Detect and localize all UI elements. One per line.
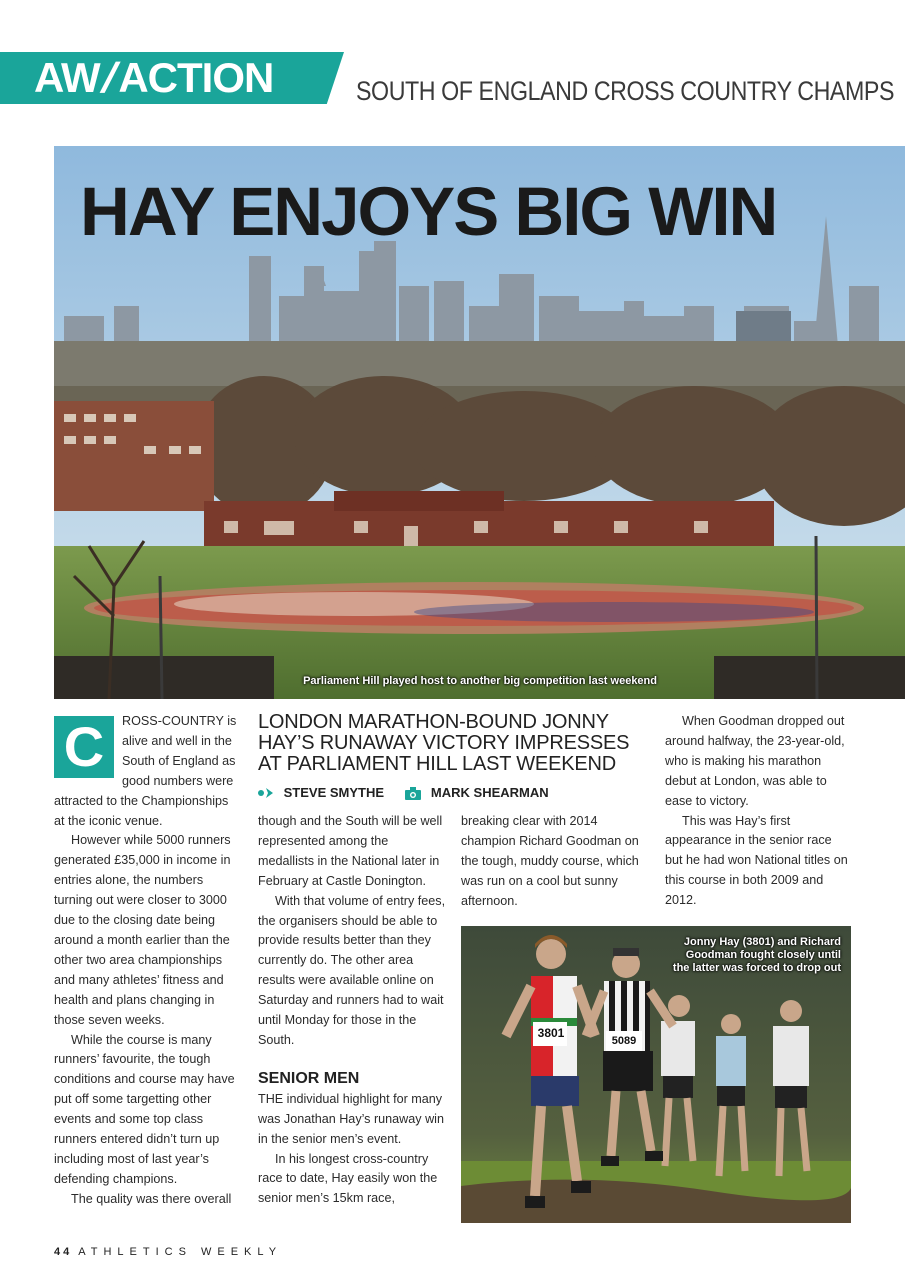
byline bbox=[258, 784, 650, 804]
inset-caption: Jonny Hay (3801) and Richard Goodman fought closely until the latter was forced to drop out bbox=[672, 936, 841, 974]
runners-crowd bbox=[84, 582, 864, 634]
camera-icon bbox=[405, 787, 421, 799]
inset-photo bbox=[461, 926, 851, 1223]
paragraph: When Goodman dropped out around halfway, the 23-year-old, who is making his marathon debut at London, was able to ease to victory. bbox=[665, 714, 845, 808]
masthead bbox=[0, 52, 905, 104]
publication-name: ATHLETICS WEEKLY bbox=[78, 1246, 283, 1258]
drop-cap: C bbox=[54, 716, 114, 778]
bib-number-second: 5089 bbox=[611, 1035, 637, 1047]
paragraph: THE individual highlight for many was Jonathan Hay’s runaway win in the senior men’s event. bbox=[258, 1091, 444, 1146]
paragraph: In his longest cross-country race to date, Hay easily won the senior men’s 15km race, bbox=[258, 1151, 438, 1206]
article-column-1 bbox=[54, 712, 240, 1210]
article-column-3 bbox=[461, 812, 651, 912]
paragraph: While the course is many runners’ favourite, the tough conditions and course may have put off some targetting other events and some top class runners entered didn’t turn up including most of last year’s defending champions. bbox=[54, 1032, 235, 1186]
standfirst: LONDON MARATHON-BOUND JONNY HAY’S RUNAWAY VICTORY IMPRESSES AT PARLIAMENT HILL LAST WEEKEND bbox=[258, 711, 630, 775]
logo-action: ACTION bbox=[118, 54, 274, 101]
logo-slash: / bbox=[96, 54, 123, 101]
paragraph: breaking clear with 2014 champion Richard Goodman on the tough, muddy course, which was run on a cool but sunny afternoon. bbox=[461, 814, 639, 908]
paragraph: This was Hay’s first appearance in the senior race but he had won National titles on this course in both 2009 and 2012. bbox=[665, 813, 848, 908]
byline-writer: STEVE SMYTHE bbox=[283, 785, 385, 801]
pen-arrow-icon bbox=[258, 787, 274, 799]
paragraph: The quality was there overall bbox=[71, 1191, 232, 1206]
aw-action-logo bbox=[34, 54, 273, 102]
page-number: 44 bbox=[54, 1246, 73, 1258]
paragraph: With that volume of entry fees, the organisers should be able to provide results better than they currently do. The other area results were available online on Saturday and runners had to wait until Monday for those in the South. bbox=[258, 893, 446, 1047]
logo-aw: AW bbox=[34, 54, 100, 101]
headline: HAY ENJOYS BIG WIN bbox=[80, 173, 777, 250]
subhead-senior-men: SENIOR MEN bbox=[258, 1069, 360, 1087]
article-column-2 bbox=[258, 812, 446, 1209]
byline-photographer: MARK SHEARMAN bbox=[430, 785, 549, 801]
lead-paragraph: ROSS-COUNTRY is alive and well in the South of England as good numbers were attracted to the Championships at the iconic venue. bbox=[54, 714, 237, 828]
article-column-4 bbox=[665, 712, 851, 911]
hero-photo bbox=[54, 146, 905, 699]
page-footer bbox=[54, 1246, 282, 1258]
paragraph: However while 5000 runners generated £35,000 in income in entries alone, the numbers turning out were closer to 3000 due to the closing date being around a month earlier than the other two area championships and many athletes’ fitness and health and plans changing in those seven weeks. bbox=[54, 833, 231, 1027]
paragraph: though and the South will be well represented among the medallists in the National later in February at Castle Donington. bbox=[258, 814, 443, 888]
section-title: SOUTH OF ENGLAND CROSS COUNTRY CHAMPS bbox=[356, 76, 895, 106]
bib-number-lead: 3801 bbox=[537, 1026, 565, 1040]
hero-caption: Parliament Hill played host to another big competition last weekend bbox=[303, 675, 657, 687]
